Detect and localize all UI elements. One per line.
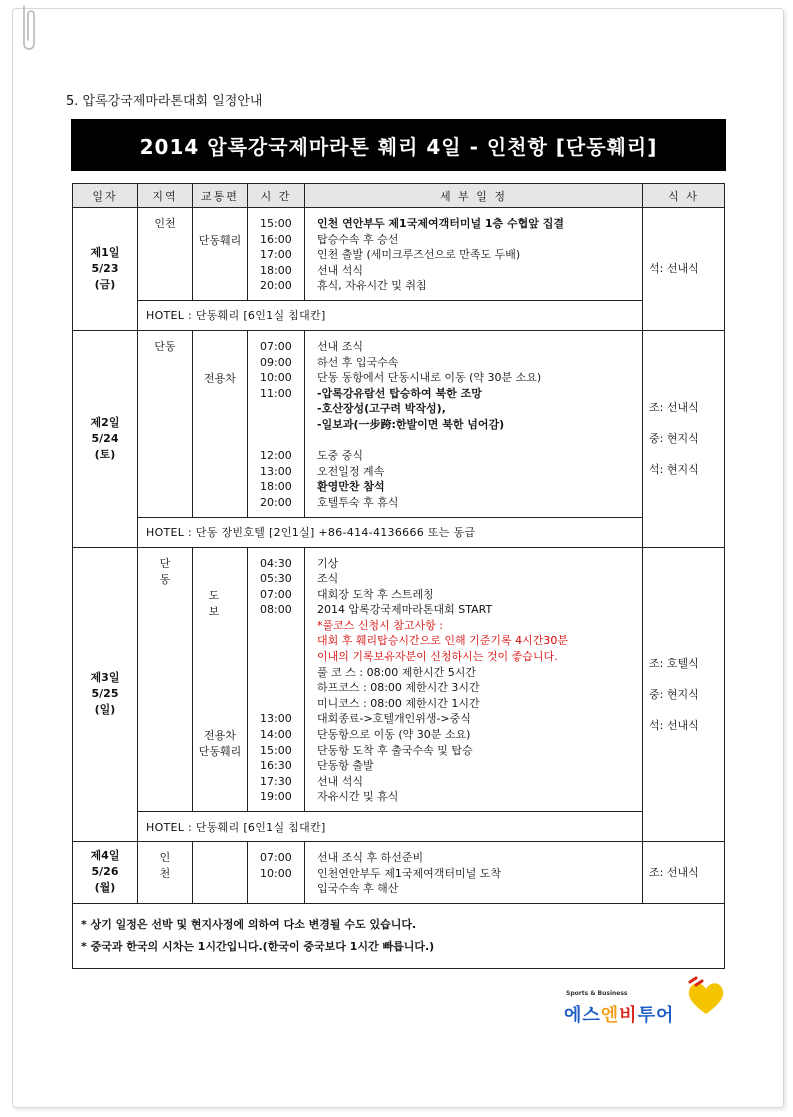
details-cell bbox=[305, 208, 643, 301]
region-label: 인 천 bbox=[159, 851, 179, 880]
transport-cell bbox=[193, 547, 248, 812]
day-label-line: 5/25 bbox=[91, 687, 119, 701]
time-entry: 07:00 bbox=[260, 851, 292, 864]
note-line: * 상기 일정은 선박 및 현지사정에 의하여 다소 변경될 수도 있습니다. bbox=[81, 917, 417, 931]
time-entry: 13:00 bbox=[260, 712, 292, 726]
schedule-item: 인천 출발 (세미크루즈선으로 만족도 두배) bbox=[317, 248, 521, 262]
day-label-line: (일) bbox=[94, 703, 116, 717]
time-entry: 19:00 bbox=[260, 790, 292, 804]
transport-cell bbox=[193, 208, 248, 301]
schedule-item: 미니코스 : 08:00 제한시간 1시간 bbox=[317, 696, 480, 710]
time-entry: 17:00 bbox=[260, 248, 292, 262]
time-entry: 14:00 bbox=[260, 728, 292, 742]
time-entry: 13:00 bbox=[260, 464, 292, 478]
region-cell bbox=[138, 208, 193, 301]
time-entry: 15:00 bbox=[260, 217, 292, 230]
region-label: 인천 bbox=[154, 217, 176, 230]
day-label-line: 5/26 bbox=[91, 865, 119, 879]
day-cell bbox=[73, 547, 138, 842]
details-cell bbox=[305, 330, 643, 517]
schedule-item: 입국수속 후 해산 bbox=[317, 882, 399, 896]
day-label-line: (월) bbox=[94, 881, 116, 895]
schedule-item: *풀코스 신청시 참고사항 : bbox=[317, 618, 443, 632]
schedule-item: 풀 코 스 : 08:00 제한시간 5시간 bbox=[317, 665, 477, 679]
schedule-item bbox=[317, 433, 642, 449]
schedule-item: 조식 bbox=[317, 572, 339, 586]
schedule-item: 인천연안부두 제1국제여객터미널 도착 bbox=[317, 866, 502, 880]
schedule-item: 자유시간 및 휴식 bbox=[317, 790, 399, 804]
time-entry bbox=[260, 618, 304, 634]
time-entry: 18:00 bbox=[260, 263, 292, 277]
schedule-item: 선내 조식 후 하선준비 bbox=[317, 851, 424, 864]
schedule-item: 환영만찬 참석 bbox=[317, 480, 385, 494]
hotel-info: HOTEL : 단동훼리 [6인1실 침대칸] bbox=[138, 300, 643, 330]
time-entry: 18:00 bbox=[260, 480, 292, 494]
day-row bbox=[73, 547, 725, 812]
region-cell bbox=[138, 330, 193, 517]
header-meals: 식 사 bbox=[643, 184, 725, 208]
schedule-item: 호텔투숙 후 휴식 bbox=[317, 495, 399, 509]
time-entry bbox=[260, 433, 304, 449]
times-cell bbox=[248, 208, 305, 301]
schedule-item: 탑승수속 후 승선 bbox=[317, 232, 399, 246]
header-details: 세 부 일 정 bbox=[305, 184, 643, 208]
day-label-line: 제2일 bbox=[90, 415, 120, 429]
hotel-info: HOTEL : 단동훼리 [6인1실 침대칸] bbox=[138, 812, 643, 842]
meal-entry: 조: 선내식 bbox=[649, 865, 699, 879]
meal-entry: 조: 선내식 bbox=[649, 401, 699, 415]
day-label-line: (토) bbox=[94, 447, 116, 461]
header-region: 지역 bbox=[138, 184, 193, 208]
time-entry: 15:00 bbox=[260, 743, 292, 757]
day-label-line: 제1일 bbox=[90, 245, 120, 259]
meals-cell bbox=[643, 547, 725, 842]
meal-entry: 중: 현지식 bbox=[649, 432, 699, 446]
paperclip-icon bbox=[18, 4, 38, 56]
time-entry bbox=[260, 417, 304, 433]
meal-entry: 조: 호텔식 bbox=[649, 656, 699, 670]
time-entry bbox=[260, 665, 304, 681]
hotel-row bbox=[73, 300, 725, 330]
transport-label: 전용차 bbox=[204, 729, 236, 743]
schedule-item: 선내 석식 bbox=[317, 263, 364, 277]
transport-label: 단동훼리 bbox=[198, 744, 242, 758]
time-entry bbox=[260, 680, 304, 696]
schedule-item: 이내의 기록보유자분이 신청하시는 것이 좋습니다. bbox=[317, 650, 558, 664]
day-row bbox=[73, 208, 725, 301]
day-label-line: 5/24 bbox=[91, 431, 119, 445]
header-transport: 교통편 bbox=[193, 184, 248, 208]
schedule-item: 휴식, 자유시간 및 취침 bbox=[317, 279, 427, 293]
note-line: * 중국과 한국의 시차는 1시간입니다.(한국이 중국보다 1시간 빠릅니다.) bbox=[81, 939, 435, 953]
transport-label: 전용차 bbox=[204, 372, 236, 386]
time-entry: 08:00 bbox=[260, 603, 292, 617]
day-label-line: 제4일 bbox=[90, 849, 120, 863]
schedule-item: 단동항 출발 bbox=[317, 759, 374, 773]
transport-cell bbox=[193, 330, 248, 517]
schedule-item: 하프코스 : 08:00 제한시간 3시간 bbox=[317, 681, 480, 695]
time-entry: 20:00 bbox=[260, 279, 292, 293]
heart-logo-icon bbox=[684, 976, 728, 1016]
time-entry bbox=[260, 633, 304, 649]
itinerary-table bbox=[72, 183, 725, 969]
region-cell bbox=[138, 842, 193, 904]
transport-label: 단동훼리 bbox=[198, 233, 242, 247]
meal-entry: 석: 선내식 bbox=[649, 718, 699, 732]
time-entry: 04:30 bbox=[260, 556, 292, 570]
schedule-item: 도중 중식 bbox=[317, 449, 364, 463]
schedule-item: -압록강유람선 탑승하여 북한 조망 bbox=[317, 386, 482, 400]
transport-label: 도 보 bbox=[208, 588, 232, 618]
meal-entry: 중: 현지식 bbox=[649, 687, 699, 701]
meal-entry: 석: 현지식 bbox=[649, 463, 699, 477]
itinerary-banner-title: 2014 압록강국제마라톤 훼리 4일 - 인천항 [단동훼리] bbox=[71, 119, 726, 171]
notes-cell bbox=[73, 903, 725, 968]
schedule-item: 단동항 도착 후 출국수속 및 탑승 bbox=[317, 743, 473, 757]
schedule-item: 대회 후 훼리탑승시간으로 인해 기준기록 4시간30분 bbox=[317, 634, 568, 648]
day-label-line: 5/23 bbox=[91, 261, 119, 275]
hotel-info: HOTEL : 단동 장빈호텔 [2인1실] +86-414-4136666 또는 동급 bbox=[138, 517, 643, 547]
region-label: 단동 bbox=[154, 339, 176, 353]
section-title: 5. 압록강국제마라톤대회 일정안내 bbox=[66, 94, 263, 109]
notes-row bbox=[73, 903, 725, 968]
header-date: 일자 bbox=[73, 184, 138, 208]
logo-part-2: 엔 bbox=[600, 1005, 620, 1026]
logo-wordmark bbox=[564, 1001, 674, 1027]
schedule-item: 대회장 도착 후 스트레칭 bbox=[317, 587, 434, 601]
schedule-item: -일보과(一步跨:한발이면 북한 넘어감) bbox=[317, 417, 505, 431]
time-entry: 20:00 bbox=[260, 495, 292, 509]
times-cell bbox=[248, 330, 305, 517]
logo-tagline: Sports & Business bbox=[566, 990, 628, 997]
time-entry: 17:30 bbox=[260, 774, 292, 788]
schedule-item: -호산장성(고구려 박작성), bbox=[317, 402, 446, 416]
hotel-row bbox=[73, 517, 725, 547]
header-time: 시 간 bbox=[248, 184, 305, 208]
schedule-item: 오전일정 계속 bbox=[317, 464, 385, 478]
logo-part-4: 투어 bbox=[637, 1005, 675, 1026]
meal-entry: 석: 선내식 bbox=[649, 262, 699, 276]
schedule-item: 기상 bbox=[317, 556, 339, 570]
details-cell bbox=[305, 842, 643, 904]
day-cell bbox=[73, 208, 138, 331]
times-cell bbox=[248, 842, 305, 904]
time-entry: 05:30 bbox=[260, 572, 292, 586]
time-entry: 07:00 bbox=[260, 587, 292, 601]
time-entry: 16:30 bbox=[260, 759, 292, 773]
schedule-item: 인천 연안부두 제1국제여객터미널 1층 수협앞 집결 bbox=[317, 217, 564, 230]
time-entry: 12:00 bbox=[260, 449, 292, 463]
day-cell bbox=[73, 330, 138, 547]
logo-part-1: 에스 bbox=[564, 1005, 601, 1026]
day-row bbox=[73, 842, 725, 904]
time-entry bbox=[260, 649, 304, 665]
time-entry: 16:00 bbox=[260, 232, 292, 246]
schedule-item: 대회종료->호텔개인위생->중식 bbox=[317, 712, 471, 726]
time-entry: 07:00 bbox=[260, 339, 292, 353]
logo-part-3: 비 bbox=[619, 1005, 638, 1026]
table-header-row bbox=[73, 184, 725, 208]
time-entry bbox=[260, 401, 304, 417]
time-entry: 10:00 bbox=[260, 866, 292, 880]
time-entry: 11:00 bbox=[260, 386, 292, 400]
time-entry: 10:00 bbox=[260, 371, 292, 385]
region-label: 단 동 bbox=[159, 556, 179, 586]
time-entry bbox=[260, 696, 304, 712]
meals-cell bbox=[643, 208, 725, 331]
times-cell bbox=[248, 547, 305, 812]
day-label-line: 제3일 bbox=[90, 671, 120, 685]
hotel-row bbox=[73, 812, 725, 842]
day-cell bbox=[73, 842, 138, 904]
meals-cell bbox=[643, 330, 725, 547]
schedule-item: 단동 동항에서 단동시내로 이동 (약 30분 소요) bbox=[317, 371, 542, 385]
meals-cell bbox=[643, 842, 725, 904]
schedule-item: 단동항으로 이동 (약 30분 소요) bbox=[317, 728, 471, 742]
region-cell bbox=[138, 547, 193, 812]
details-cell bbox=[305, 547, 643, 812]
schedule-item: 선내 조식 bbox=[317, 339, 364, 353]
schedule-item: 2014 압록강국제마라톤대회 START bbox=[317, 603, 493, 617]
transport-cell bbox=[193, 842, 248, 904]
company-logo bbox=[562, 968, 728, 1028]
schedule-item: 선내 석식 bbox=[317, 774, 364, 788]
time-entry: 09:00 bbox=[260, 355, 292, 369]
day-row bbox=[73, 330, 725, 517]
schedule-item: 하선 후 입국수속 bbox=[317, 355, 399, 369]
day-label-line: (금) bbox=[94, 277, 116, 291]
